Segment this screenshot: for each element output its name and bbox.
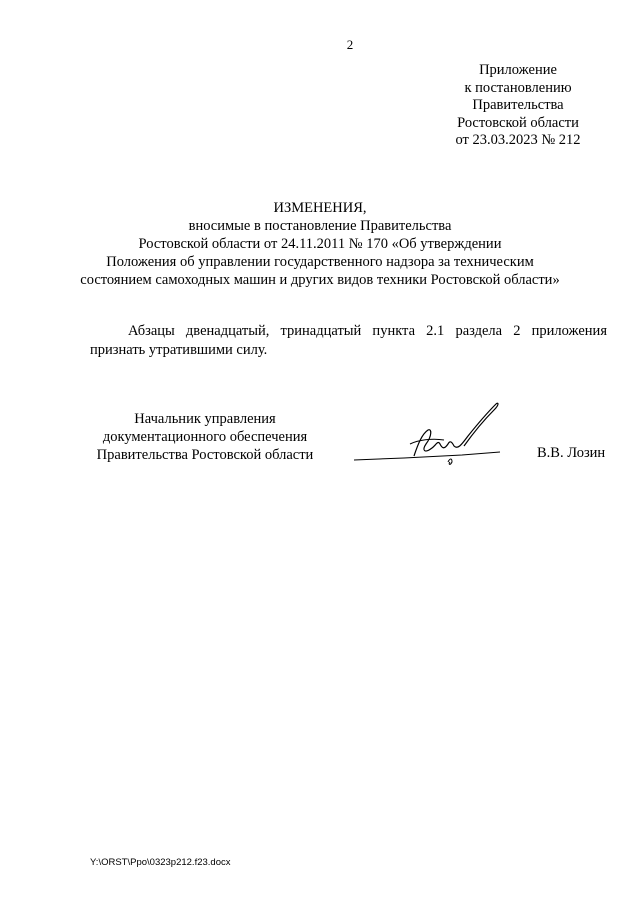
appendix-line: Приложение	[479, 62, 557, 78]
file-path: Y:\ORST\Ppo\0323p212.f23.docx	[90, 857, 231, 868]
position-line: документационного обеспечения	[102, 429, 308, 445]
position-line: Правительства Ростовской области	[96, 447, 314, 463]
document-title	[60, 199, 580, 289]
signer-name: В.В. Лозин	[537, 445, 606, 461]
title-line: Положения об управлении государственного надзора за техническим	[106, 254, 534, 270]
body-paragraph: Абзацы двенадцатый, тринадцатый пункта 2.1 раздела 2 приложения признать утратившими силу.	[90, 323, 607, 358]
position-line: Начальник управления	[134, 411, 276, 427]
appendix-line: от 23.03.2023 № 212	[455, 132, 581, 148]
appendix-line: к постановлению	[464, 79, 572, 96]
title-line: вносимые в постановление Правительства	[188, 218, 452, 234]
page-number: 2	[346, 37, 354, 52]
title-line: состоянием самоходных машин и других видов техники Ростовской области»	[80, 272, 560, 288]
appendix-line: Ростовской области	[457, 114, 579, 131]
handwritten-signature	[352, 400, 502, 470]
signatory-position	[80, 410, 330, 464]
appendix-reference	[440, 62, 596, 150]
title-heading: ИЗМЕНЕНИЯ,	[273, 200, 367, 216]
appendix-line: Правительства	[472, 97, 564, 113]
title-line: Ростовской области от 24.11.2011 № 170 «Об утверждении	[138, 236, 502, 252]
